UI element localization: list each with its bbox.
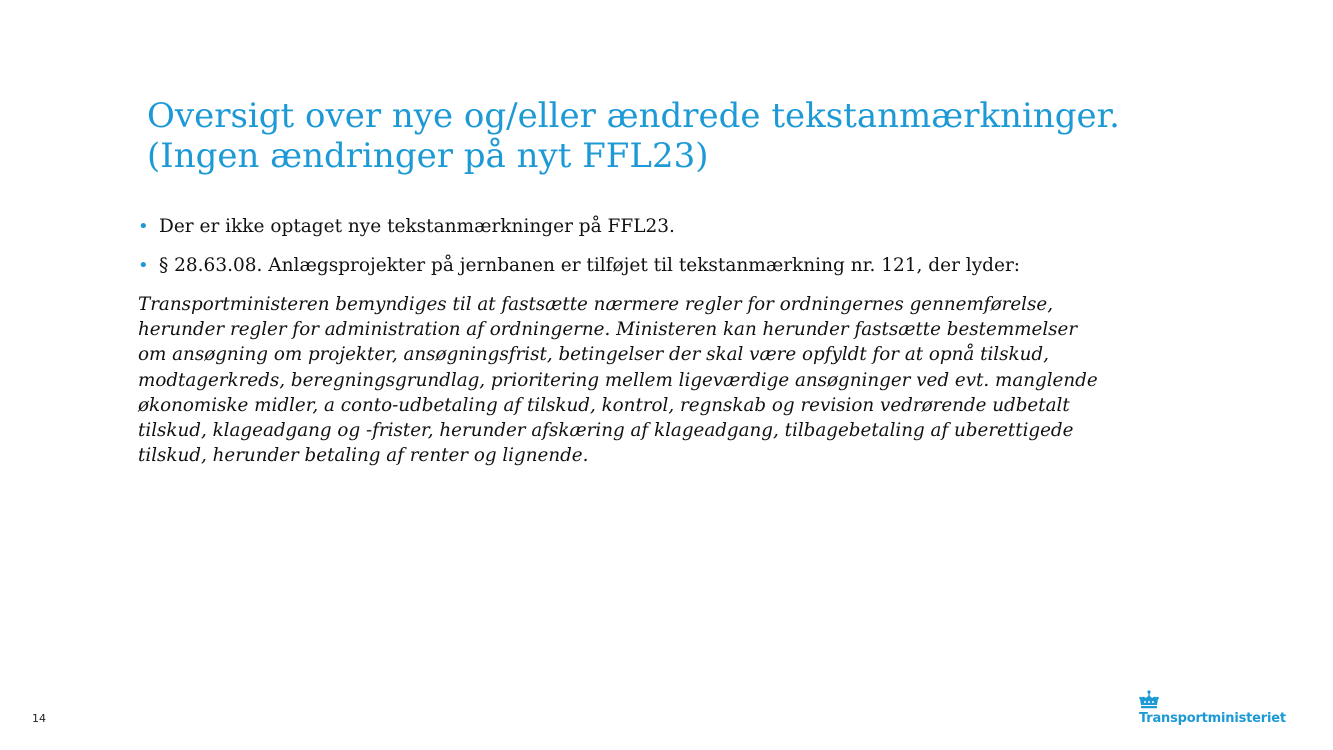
page-number: 14 <box>32 712 46 725</box>
bullet-text: Der er ikke optaget nye tekstanmærkninger på FFL23. <box>159 216 675 237</box>
quoted-text-block <box>138 292 1138 468</box>
bullet-dot-icon: • <box>138 255 149 276</box>
quote-line: økonomiske midler, a conto-udbetaling af tilskud, kontrol, regnskab og revision vedrørende udbetalt <box>138 394 1070 416</box>
title-line-2: (Ingen ændringer på nyt FFL23) <box>147 136 709 176</box>
bullet-list <box>138 214 1238 292</box>
slide-title <box>147 96 1247 176</box>
logo-text: Transportministeriet <box>1139 711 1286 726</box>
quote-line: Transportministeren bemyndiges til at fastsætte nærmere regler for ordningernes gennemførelse, <box>138 294 1053 315</box>
quote-line: om ansøgning om projekter, ansøgningsfrist, betingelser der skal være opfyldt for at opnå tilskud, <box>138 344 1049 366</box>
bullet-item <box>138 214 1238 240</box>
quote-line: modtagerkreds, beregningsgrundlag, prioritering mellem ligeværdige ansøgninger ved evt. manglende <box>138 369 1098 391</box>
title-line-1: Oversigt over nye og/eller ændrede tekstanmærkninger. <box>147 96 1120 136</box>
crown-icon <box>1138 690 1160 710</box>
transportministeriet-logo <box>1138 690 1308 730</box>
bullet-text: § 28.63.08. Anlægsprojekter på jernbanen er tilføjet til tekstanmærkning nr. 121, der lyder: <box>159 255 1021 276</box>
bullet-dot-icon: • <box>138 216 149 237</box>
quote-line: herunder regler for administration af ordningerne. Ministeren kan herunder fastsætte bestemmelser <box>138 319 1078 341</box>
quote-line: tilskud, herunder betaling af renter og lignende. <box>138 445 589 467</box>
quote-line: tilskud, klageadgang og -frister, herunder afskæring af klageadgang, tilbagebetaling af uberettigede <box>138 420 1074 442</box>
bullet-item <box>138 253 1238 279</box>
